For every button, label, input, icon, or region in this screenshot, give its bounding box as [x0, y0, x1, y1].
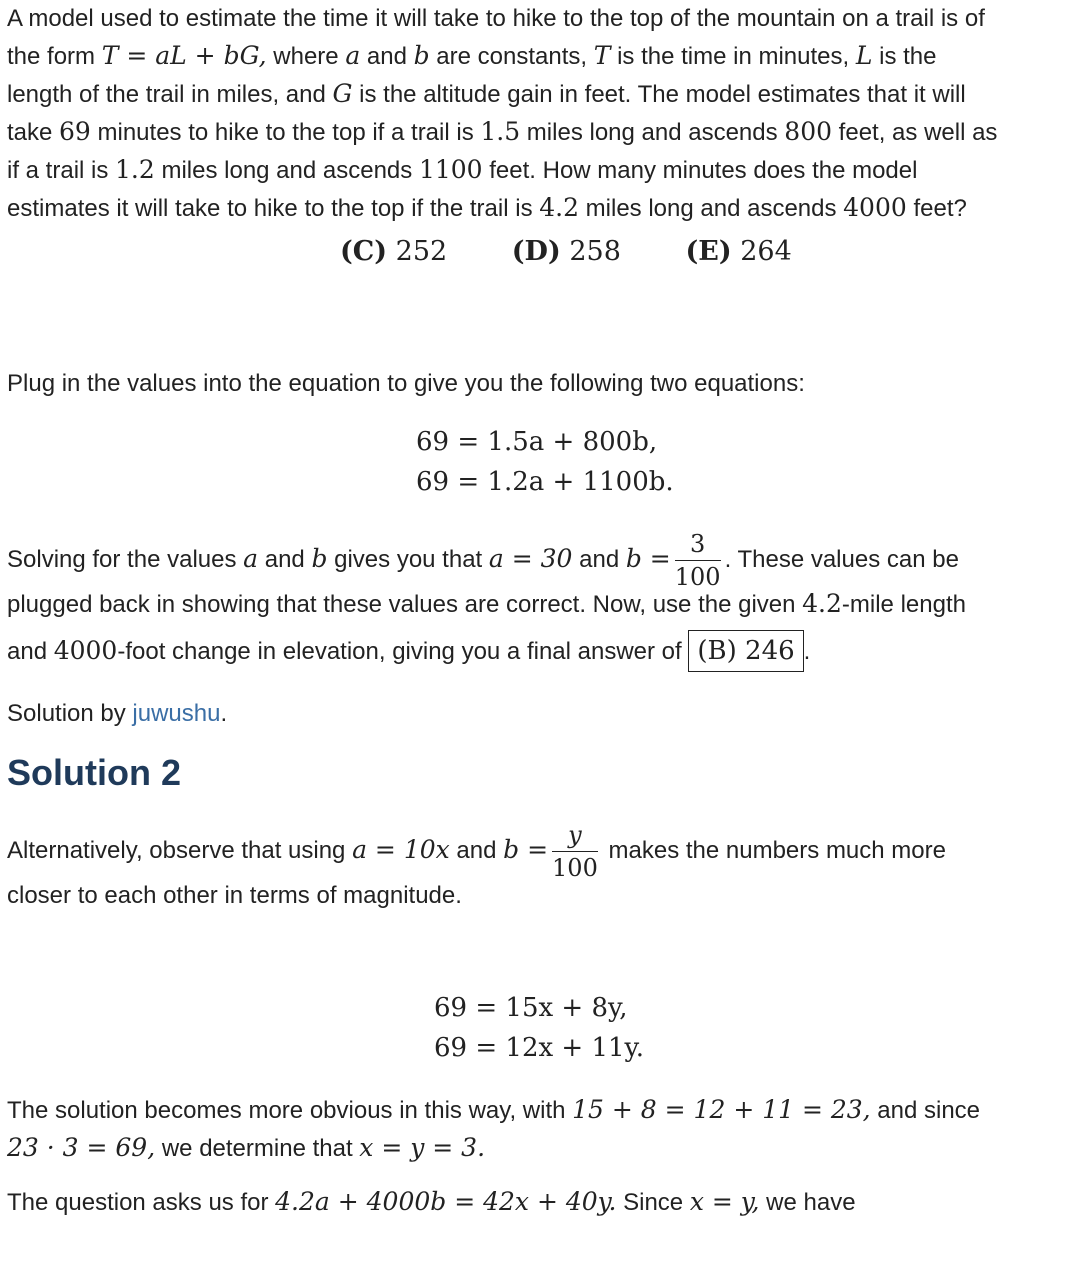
fraction-3-over-100: $\frac{3}{100}$ — [674, 530, 721, 592]
problem-line-2: the form T = aL + bG, where a and b are constants, T is the time in minutes, L is the — [7, 41, 937, 70]
problem-statement — [7, 0, 1075, 227]
solution2-line-2: closer to each other in terms of magnitude. — [7, 882, 462, 909]
solution2-text — [7, 812, 1075, 914]
solution2-equation-2: 69 = 12x + 11y. — [434, 1033, 645, 1063]
solution1-equations — [416, 422, 674, 502]
solution1-line-2: plugged back in showing that these values are correct. Now, use the given 4.2-mile length — [7, 589, 966, 618]
choice-e: (E) 264 — [685, 236, 792, 267]
solution2-conclusion — [7, 1091, 1075, 1221]
solution1-intro: Plug in the values into the equation to give you the following two equations: — [7, 370, 805, 397]
solution1-line-1: Solving for the values a and b gives you that a = 30 and b = $\frac{3}{100}$ . These values can be — [7, 530, 959, 592]
solution2-line-4: 23 · 3 = 69, we determine that x = y = 3. — [7, 1133, 486, 1162]
problem-line-3: length of the trail in miles, and G is the altitude gain in feet. The model estimates that it will — [7, 79, 966, 108]
solution2-equation-1: 69 = 15x + 8y, — [434, 993, 628, 1023]
final-answer-box: (B) 246 — [688, 630, 803, 672]
solution1-equation-2: 69 = 1.2a + 1100b. — [416, 467, 674, 497]
solution2-line-5: The question asks us for 4.2a + 4000b = 42x + 40y. Since x = y, we have — [7, 1187, 856, 1216]
fraction-y-over-100: $\frac{y}{100}$ — [552, 821, 598, 883]
answer-choices — [340, 236, 848, 267]
solution1-line-3: and 4000-foot change in elevation, giving you a final answer of (B) 246 . — [7, 629, 1075, 674]
solution2-line-1: Alternatively, observe that using a = 10x and b = $\frac{y}{100}$ makes the numbers much more — [7, 821, 946, 883]
solution2-equations — [434, 988, 644, 1068]
problem-line-1: A model used to estimate the time it will take to hike to the top of the mountain on a trail is of — [7, 5, 985, 32]
solution1-text — [7, 522, 1075, 674]
author-link[interactable]: juwushu — [132, 700, 221, 727]
solution2-line-3: The solution becomes more obvious in this way, with 15 + 8 = 12 + 11 = 23, and since — [7, 1095, 981, 1124]
choice-d: (D) 258 — [511, 236, 621, 267]
problem-line-5: if a trail is 1.2 miles long and ascends 1100 feet. How many minutes does the model — [7, 155, 918, 184]
problem-line-4: take 69 minutes to hike to the top if a trail is 1.5 miles long and ascends 800 feet, as well as — [7, 117, 998, 146]
solution1-equation-1: 69 = 1.5a + 800b, — [416, 427, 658, 457]
solution2-heading: Solution 2 — [7, 752, 181, 793]
choice-c: (C) 252 — [340, 236, 448, 267]
solution1-credit: Solution by juwushu. — [7, 700, 228, 727]
problem-line-6: estimates it will take to hike to the top if the trail is 4.2 miles long and ascends 4000 feet? — [7, 193, 967, 222]
